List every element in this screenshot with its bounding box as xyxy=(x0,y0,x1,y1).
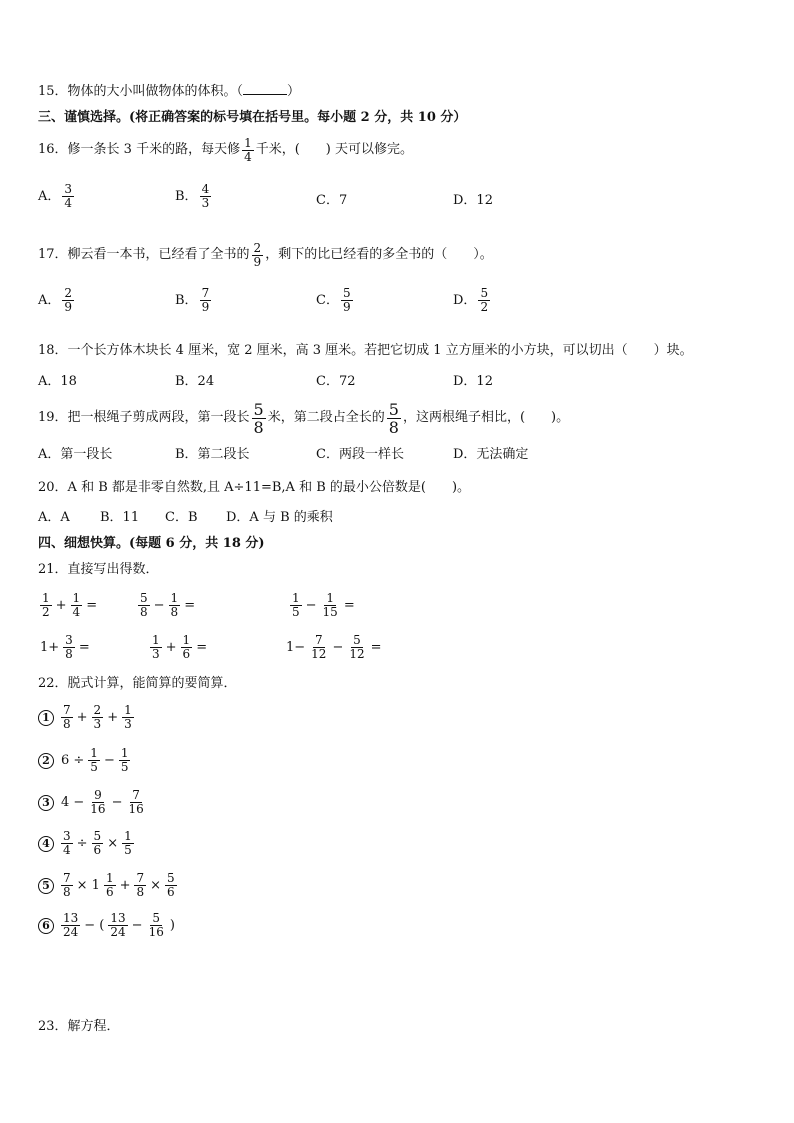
operator: − xyxy=(111,795,123,810)
question-17: 17．柳云看一本书，已经看了全书的 2 9 ，剩下的比已经看的多全书的（ ）。 xyxy=(38,240,493,269)
q22-item-6 xyxy=(38,912,177,939)
operator: + xyxy=(55,598,67,613)
fraction: $\frac{3}{8}$ xyxy=(65,633,73,661)
fraction: 2 9 xyxy=(253,240,262,269)
fraction: 5 8 xyxy=(388,399,399,437)
fraction: 1 3 xyxy=(152,633,160,661)
operator: × xyxy=(150,878,162,893)
operator: − xyxy=(131,918,143,933)
fraction: $\frac{1}{5}$ xyxy=(90,746,98,774)
question-16: 16．修一条长 3 千米的路，每天修 1 4 千米，( ) 天可以修完。 xyxy=(38,135,413,164)
operator: − xyxy=(153,598,165,613)
q22-item-5 xyxy=(38,872,179,899)
q21-item-1 xyxy=(38,592,99,619)
item-number-circle: 6 xyxy=(38,918,54,934)
item-number-circle: 3 xyxy=(38,795,54,811)
fraction: 13 24 xyxy=(63,911,79,939)
operator: 1− xyxy=(286,640,306,655)
fraction: $\frac{3}{4}$ xyxy=(63,829,71,857)
section-4-title: 四、细想快算。(每题 6 分，共 18 分) xyxy=(38,536,265,551)
fraction: $\frac{5}{16}$ xyxy=(148,911,164,939)
operator: + xyxy=(119,878,131,893)
question-23-title: 23．解方程． xyxy=(38,1019,120,1034)
fraction: $\frac{5}{6}$ xyxy=(93,829,102,857)
q16-option-d[interactable]: D．12 xyxy=(453,193,493,208)
q19-option-d[interactable]: D．无法确定 xyxy=(453,447,529,462)
fraction: 13 24 xyxy=(110,911,126,939)
fraction: $\frac{5}{6}$ xyxy=(167,871,175,899)
operator: × 1 xyxy=(76,878,100,893)
q16-option-b[interactable]: B． 4 3 xyxy=(175,182,210,210)
operator: + xyxy=(165,640,177,655)
fraction: $\frac{2}{3}$ xyxy=(93,703,102,731)
operator: = xyxy=(196,640,208,655)
question-18: 18．一个长方体木块长 4 厘米，宽 2 厘米，高 3 厘米。若把它切成 1 立方厘米的小方块，可以切出（ ）块。 xyxy=(38,343,693,358)
q22-item-2 xyxy=(38,747,132,774)
fraction: 1 5 xyxy=(292,591,300,619)
fraction: $\frac{1}{5}$ xyxy=(124,829,132,857)
fraction: $\frac{7}{12}$ xyxy=(311,633,327,661)
q20-option-d[interactable]: D．A 与 B 的乘积 xyxy=(226,510,333,525)
fraction: $\frac{7}{8}$ xyxy=(136,871,145,899)
fraction: $\frac{1}{15}$ xyxy=(322,591,338,619)
operator: + xyxy=(76,710,88,725)
fraction: 7 8 xyxy=(63,703,71,731)
q21-item-2 xyxy=(136,592,197,619)
operator: × xyxy=(107,836,119,851)
q19-option-b[interactable]: B．第二段长 xyxy=(175,447,250,462)
q18-option-a[interactable]: A．18 xyxy=(38,374,77,389)
fraction: $\frac{1}{6}$ xyxy=(182,633,191,661)
q21-item-6 xyxy=(284,634,384,661)
operator: = xyxy=(184,598,196,613)
fraction: $\frac{7}{8}$ xyxy=(63,871,71,899)
fraction: $\frac{1}{5}$ xyxy=(120,746,129,774)
q16-option-a[interactable]: A． 3 4 xyxy=(38,182,73,210)
q22-item-3 xyxy=(38,789,148,816)
fraction: 5 8 xyxy=(140,591,148,619)
fraction: $\frac{7}{16}$ xyxy=(128,788,144,816)
operator: = xyxy=(86,598,98,613)
q22-item-4 xyxy=(38,830,136,857)
question-22-title: 22．脱式计算，能简算的要简算． xyxy=(38,676,237,691)
q18-option-d[interactable]: D．12 xyxy=(453,374,493,389)
question-21-title: 21．直接写出得数． xyxy=(38,562,159,577)
fraction: 1 2 xyxy=(42,591,50,619)
question-20: 20．A 和 B 都是非零自然数,且 A÷11=B,A 和 B 的最小公倍数是( )。 xyxy=(38,480,471,495)
fraction: 1 4 xyxy=(244,135,252,164)
item-number-circle: 2 xyxy=(38,753,54,769)
operator: 1+ xyxy=(40,640,60,655)
operator: 6 ÷ xyxy=(61,753,85,768)
answer-blank[interactable] xyxy=(243,82,287,95)
q16-option-c[interactable]: C．7 xyxy=(316,193,348,208)
q18-option-b[interactable]: B．24 xyxy=(175,374,215,389)
fraction: 5 8 xyxy=(253,399,264,437)
q19-option-a[interactable]: A．第一段长 xyxy=(38,447,113,462)
operator: − xyxy=(103,753,115,768)
operator: = xyxy=(343,598,355,613)
operator: − xyxy=(332,640,344,655)
q21-item-4 xyxy=(38,634,92,661)
fraction: $\frac{1}{4}$ xyxy=(72,591,81,619)
q21-item-3 xyxy=(288,592,357,619)
q17-option-b[interactable]: B． 7 9 xyxy=(175,286,210,314)
operator: ÷ xyxy=(76,836,88,851)
operator: = xyxy=(370,640,382,655)
q18-option-c[interactable]: C．72 xyxy=(316,374,356,389)
item-number-circle: 4 xyxy=(38,836,54,852)
fraction: $\frac{5}{12}$ xyxy=(349,633,365,661)
question-15: 15．物体的大小叫做物体的体积。（ ） xyxy=(38,84,301,99)
q17-option-a[interactable]: A． 2 9 xyxy=(38,286,73,314)
fraction: $\frac{1}{3}$ xyxy=(124,703,132,731)
q17-option-c[interactable]: C． 5 9 xyxy=(316,286,351,314)
q20-option-c[interactable]: C．B xyxy=(165,510,198,525)
section-3-title: 三、谨慎选择。(将正确答案的标号填在括号里。每小题 2 分，共 10 分） xyxy=(38,110,467,125)
question-19: 19．把一根绳子剪成两段，第一段长 5 8 米，第二段占全长的 5 8 ，这两根绳子相比，( )。 xyxy=(38,399,570,437)
q19-option-c[interactable]: C．两段一样长 xyxy=(316,447,404,462)
q21-item-5 xyxy=(148,634,209,661)
fraction: $\frac{1}{8}$ xyxy=(170,591,179,619)
fraction: $\frac{9}{16}$ xyxy=(90,788,106,816)
operator: − ( xyxy=(84,918,105,933)
item-number-circle: 1 xyxy=(38,710,54,726)
operator: ) xyxy=(169,918,175,933)
operator: − xyxy=(305,598,317,613)
q17-option-d[interactable]: D． 5 2 xyxy=(453,286,489,314)
fraction: 1 6 xyxy=(105,871,114,899)
item-number-circle: 5 xyxy=(38,878,54,894)
q22-item-1 xyxy=(38,704,136,731)
operator: = xyxy=(78,640,90,655)
operator: 4 − xyxy=(61,795,85,810)
q20-option-a[interactable]: A．A xyxy=(38,510,70,525)
operator: + xyxy=(107,710,119,725)
q20-option-b[interactable]: B．11 xyxy=(100,510,140,525)
